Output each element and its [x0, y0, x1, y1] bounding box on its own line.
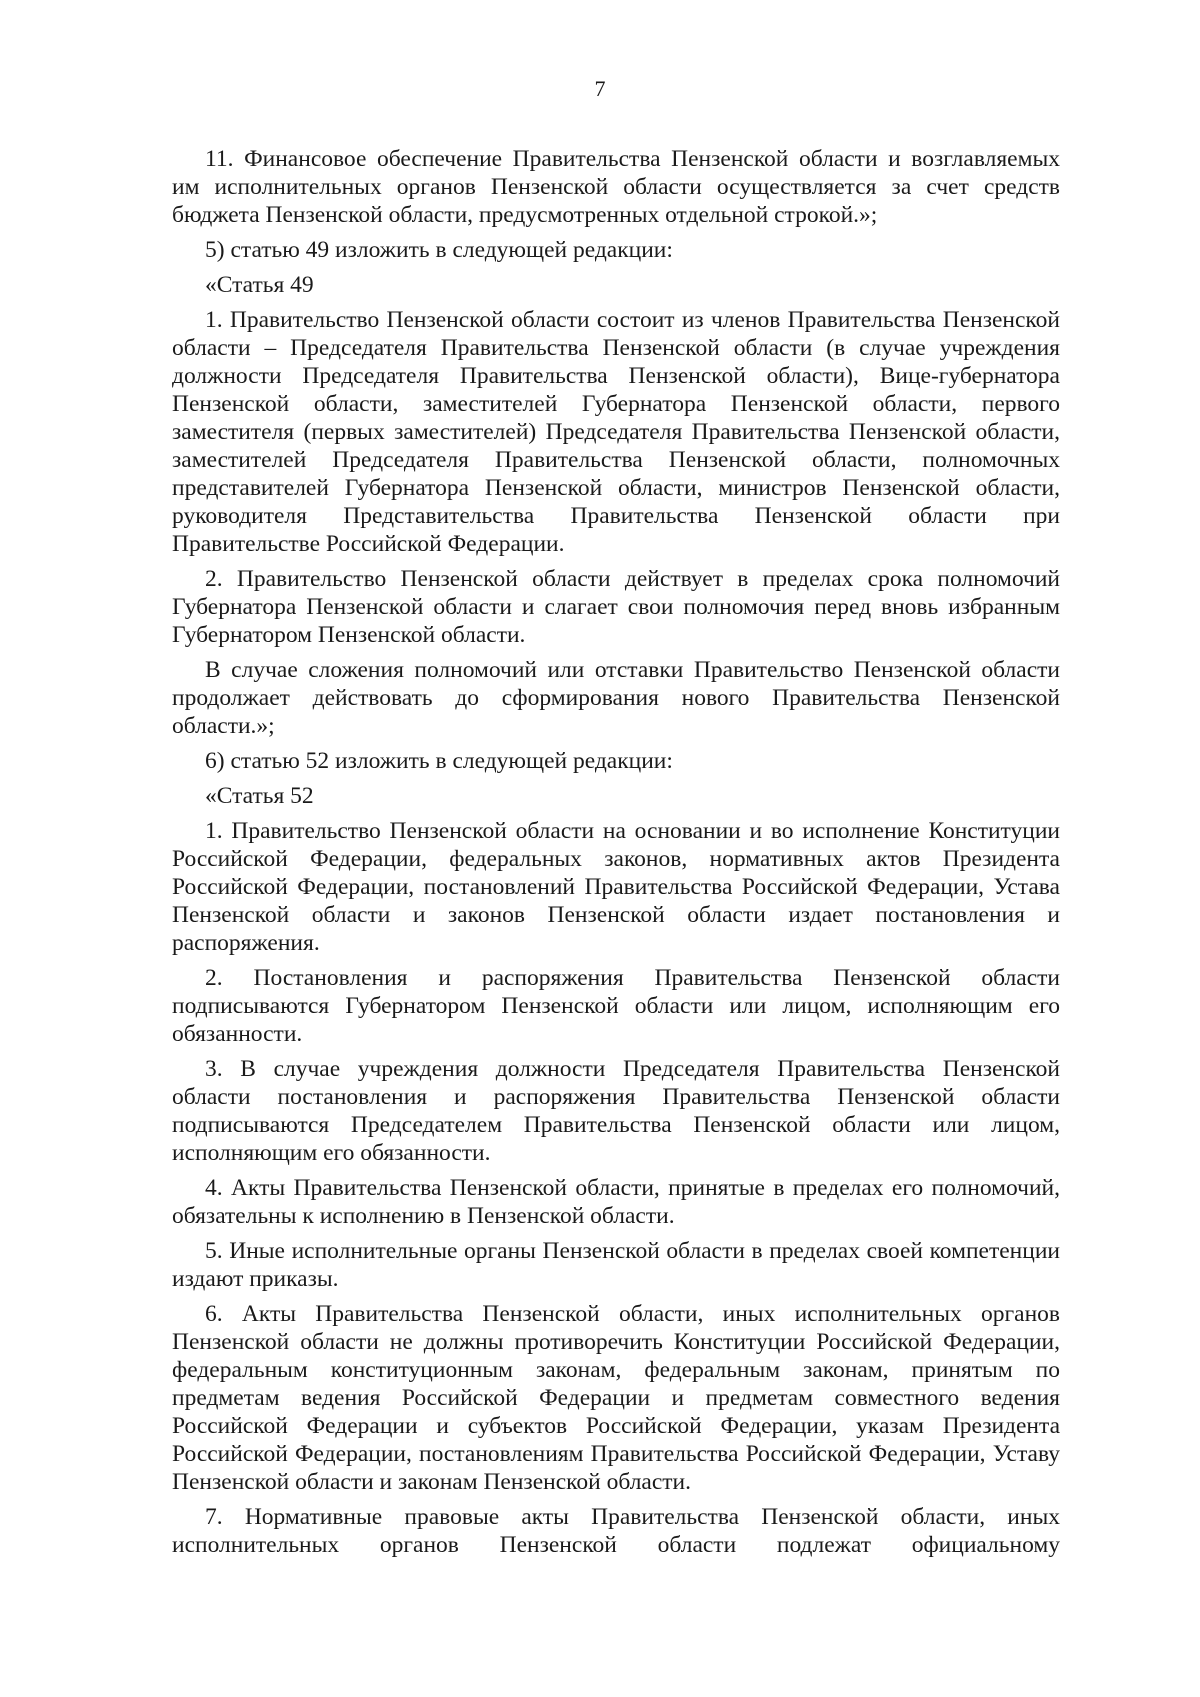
article-52-item-3: 3. В случае учреждения должности Председателя Правительства Пензенской области постановления и распоряжения Правительства Пензенской области подписываются Председателем Правительства Пензенской области или лицом, исполняющим его обязанности. — [172, 1056, 1060, 1166]
paragraph-financing: 11. Финансовое обеспечение Правительства Пензенской области и возглавляемых им исполнительных органов Пензенской области осуществляется за счет средств бюджета Пензенской области, предусмотренных отдельной строкой.»; — [172, 146, 1060, 228]
article-49-heading: «Статья 49 — [205, 272, 314, 298]
article-52-item-5: 5. Иные исполнительные органы Пензенской области в пределах своей компетенции издают приказы. — [172, 1238, 1060, 1292]
article-49-item-1: 1. Правительство Пензенской области состоит из членов Правительства Пензенской области – Председателя Правительства Пензенской области (в случае учреждения должности Председателя Правительства Пензенской области), Вице-губернатора Пензенской области, заместителей Губернатора Пензенской области, первого заместителя (первых заместителей) Председателя Правительства Пензенской области, заместителей Председателя Правительства Пензенской области, полномочных представителей Губернатора Пензенской области, министров Пензенской области, руководителя Представительства Правительства Пензенской области при Правительстве Российской Федерации. — [172, 307, 1060, 557]
page-number: 7 — [594, 76, 606, 101]
article-52-item-1: 1. Правительство Пензенской области на основании и во исполнение Конституции Российской Федерации, федеральных законов, нормативных актов Президента Российской Федерации, постановлений Правительства Российской Федерации, Устава Пензенской области и законов Пензенской области издает постановления и распоряжения. — [172, 818, 1060, 956]
article-49-item-2: 2. Правительство Пензенской области действует в пределах срока полномочий Губернатора Пензенской области и слагает свои полномочия перед вновь избранным Губернатором Пензенской области. — [172, 566, 1060, 648]
article-49-resignation: В случае сложения полномочий или отставки Правительство Пензенской области продолжает действовать до сформирования нового Правительства Пензенской области.»; — [172, 657, 1060, 739]
article-52-item-4: 4. Акты Правительства Пензенской области, принятые в пределах его полномочий, обязательны к исполнению в Пензенской области. — [172, 1175, 1060, 1229]
document-body — [172, 145, 1060, 1566]
paragraph-amendment-6: 6) статью 52 изложить в следующей редакции: — [205, 748, 673, 774]
article-52-item-7: 7. Нормативные правовые акты Правительства Пензенской области, иных исполнительных органов Пензенской области подлежат официальному — [172, 1504, 1060, 1558]
article-52-item-6: 6. Акты Правительства Пензенской области, иных исполнительных органов Пензенской области не должны противоречить Конституции Российской Федерации, федеральным конституционным законам, федеральным законам, принятым по предметам ведения Российской Федерации и предметам совместного ведения Российской Федерации и субъектов Российской Федерации, указам Президента Российской Федерации, постановлениям Правительства Российской Федерации, Уставу Пензенской области и законам Пензенской области. — [172, 1301, 1060, 1495]
paragraph-amendment-5: 5) статью 49 изложить в следующей редакции: — [205, 237, 673, 263]
article-52-item-2: 2. Постановления и распоряжения Правительства Пензенской области подписываются Губернатором Пензенской области или лицом, исполняющим его обязанности. — [172, 965, 1060, 1047]
article-52-heading: «Статья 52 — [205, 783, 314, 809]
